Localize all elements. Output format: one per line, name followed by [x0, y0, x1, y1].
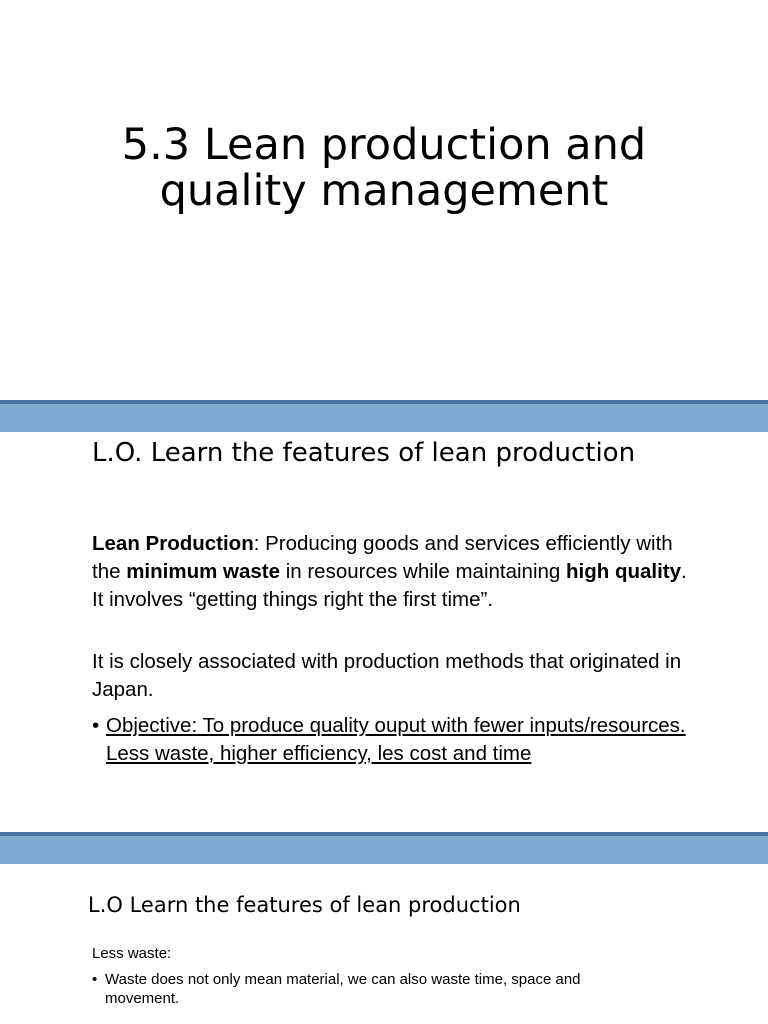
definition-bold-2: high quality [566, 560, 682, 583]
bullet-marker: • [92, 971, 98, 988]
slide-heading: L.O Learn the features of lean production [88, 893, 521, 917]
definition-text-1: : Producing goods and services efficiently with the [92, 532, 673, 583]
definition-term: Lean Production [92, 532, 254, 555]
lean-production-slide [0, 432, 768, 832]
definition-bold-1: minimum waste [126, 560, 280, 583]
less-waste-label: Less waste: [92, 945, 172, 962]
waste-text: Waste does not only mean material, we can also waste time, space and movement. [105, 971, 581, 1007]
title-line-1: 5.3 Lean production and [121, 120, 647, 170]
slide-divider [0, 832, 768, 864]
slide-divider [0, 400, 768, 432]
objective-text: Objective: To produce quality ouput with fewer inputs/resources. Less waste, higher efficiency, les cost and time [106, 714, 686, 765]
definition-paragraph [92, 530, 692, 614]
objective-bullet [92, 712, 692, 768]
title-slide [0, 0, 768, 400]
origin-paragraph: It is closely associated with production methods that originated in Japan. [92, 650, 682, 701]
waste-bullet [92, 970, 652, 1008]
slide-heading: L.O. Learn the features of lean production [92, 438, 636, 468]
bullet-marker: • [92, 714, 100, 737]
presentation-title [60, 122, 708, 214]
title-line-2: quality management [159, 166, 609, 216]
definition-text-2: in resources while maintaining [280, 560, 566, 583]
less-waste-slide [0, 864, 768, 1024]
definition-text-3: . It involves “getting things right the first time”. [92, 560, 687, 611]
